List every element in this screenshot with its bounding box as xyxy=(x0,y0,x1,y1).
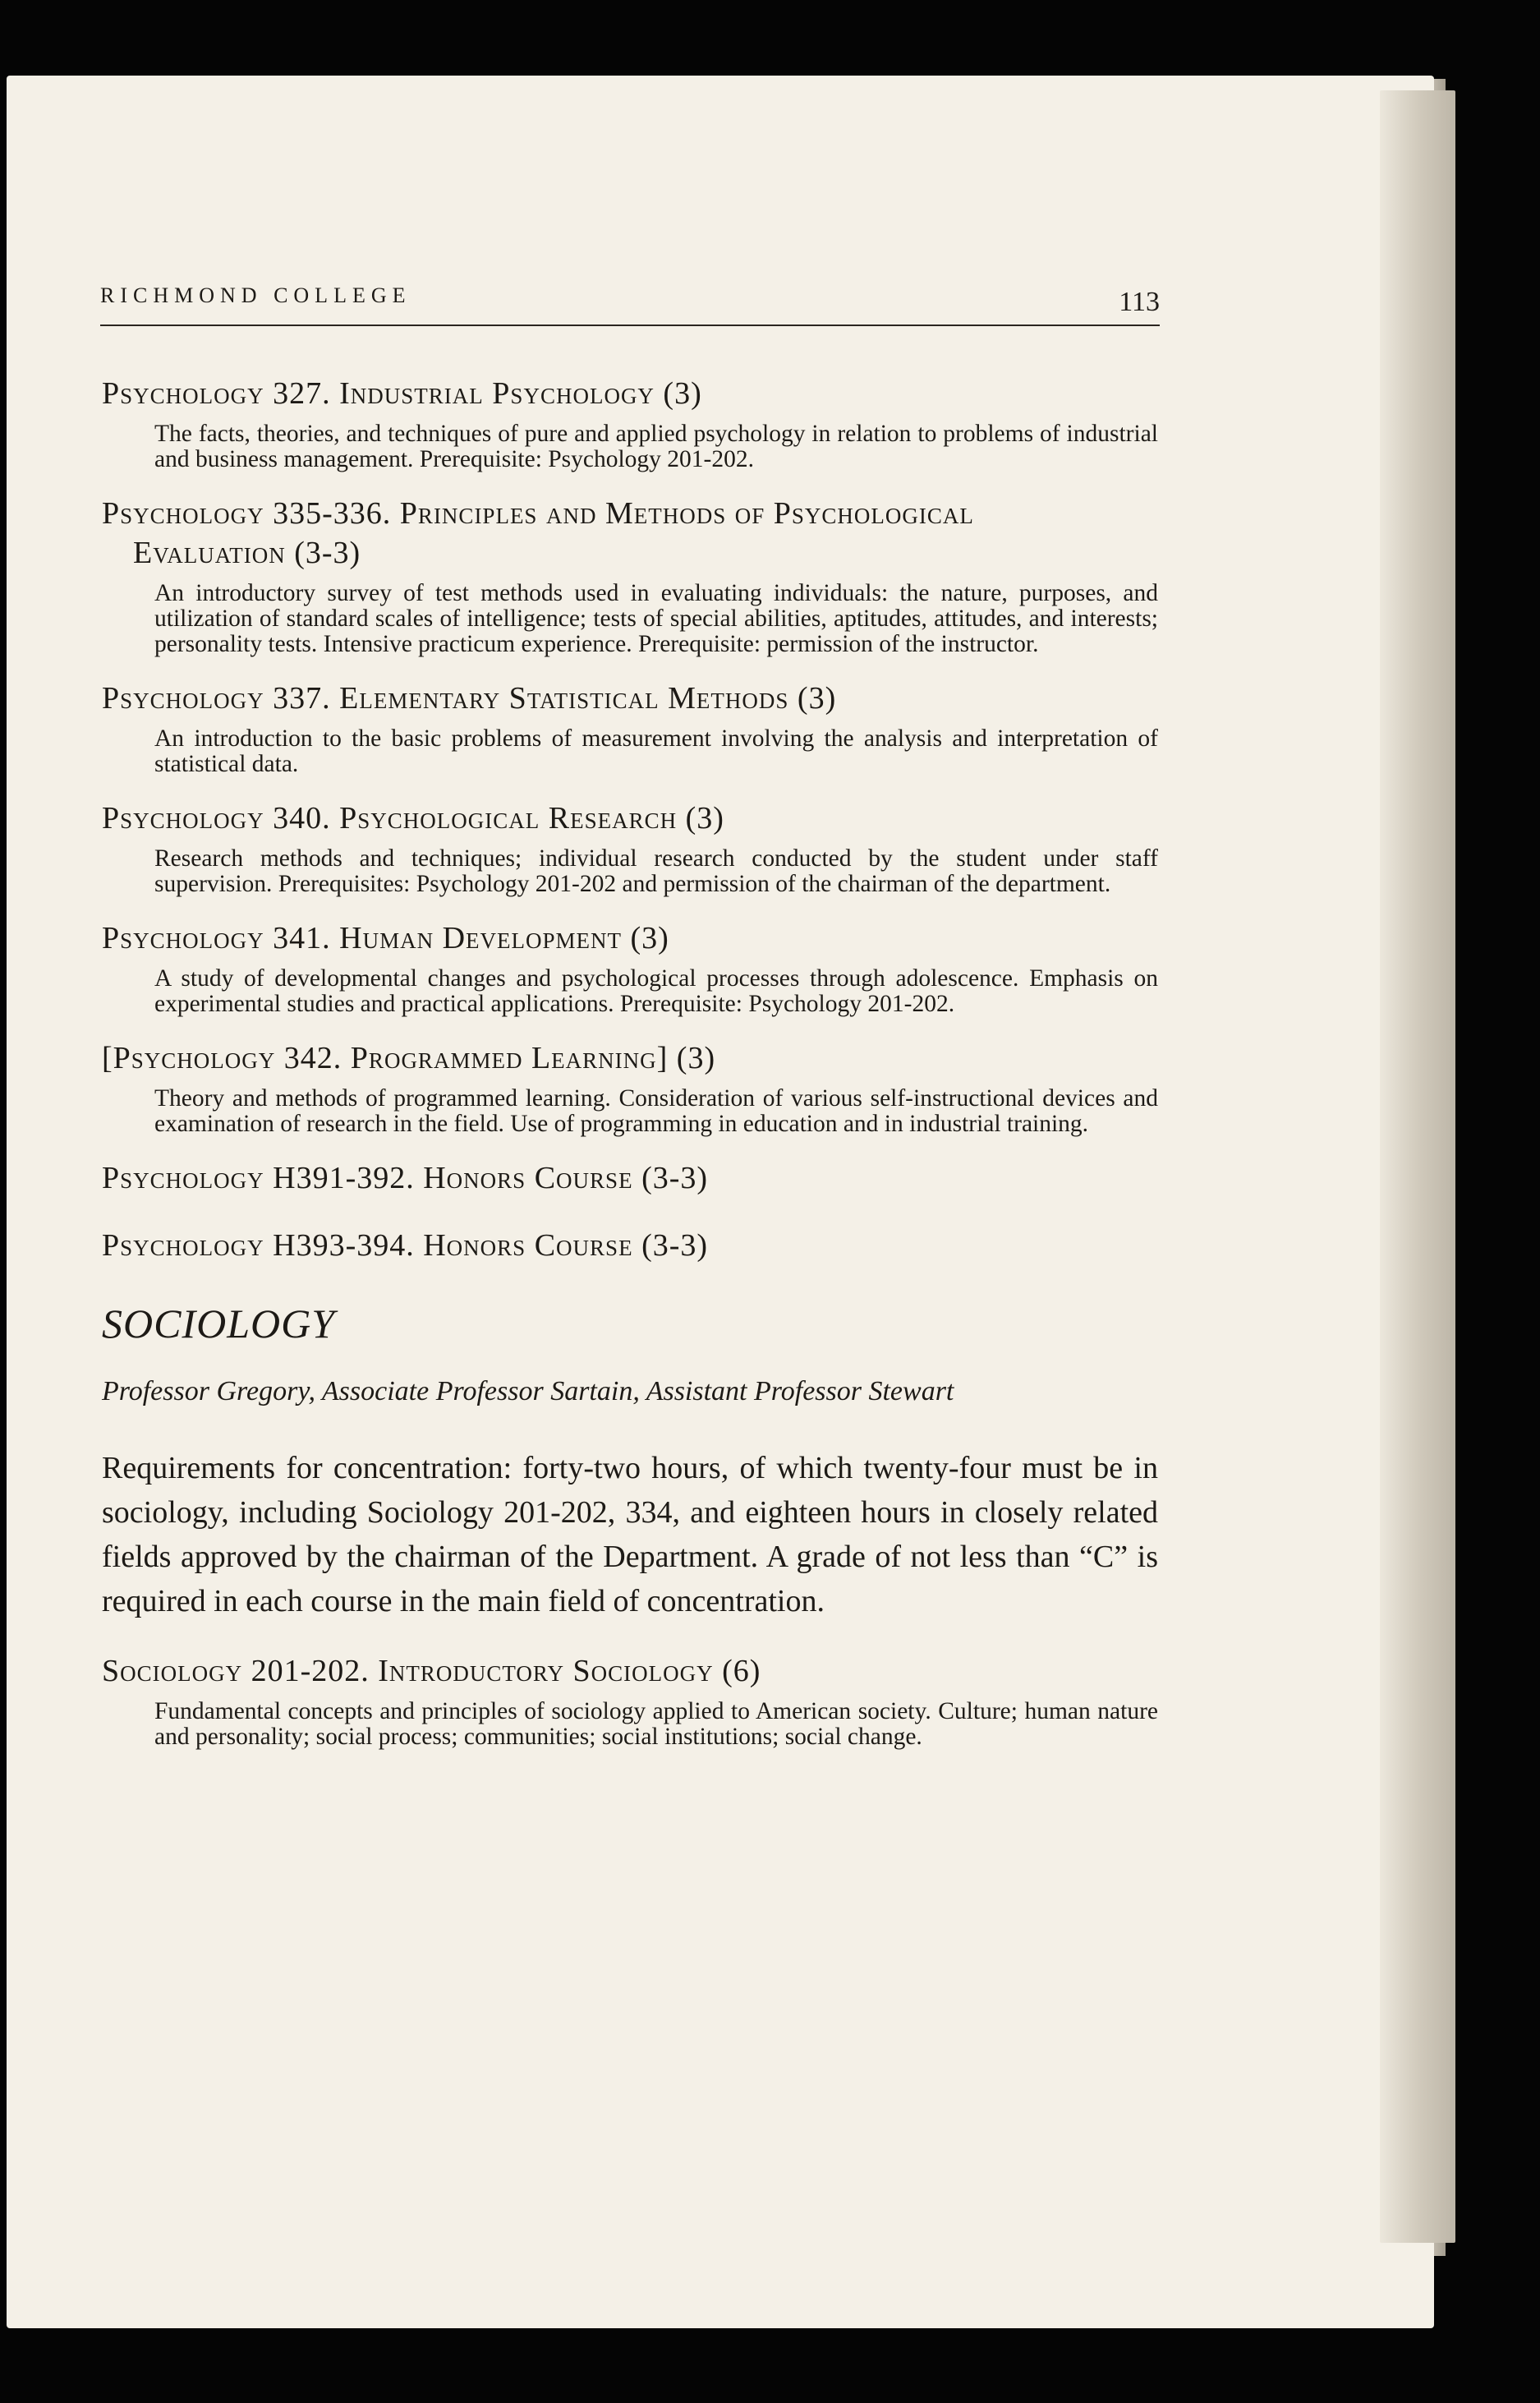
course-entry xyxy=(102,799,1158,897)
faculty-list: Professor Gregory, Associate Professor Sartain, Assistant Professor Stewart xyxy=(102,1376,954,1406)
course-title: Psychology 341. Human Development (3) xyxy=(102,921,669,955)
course-title: Psychology H393-394. Honors Course (3-3) xyxy=(102,1228,709,1263)
course-entry xyxy=(102,1038,1158,1137)
course-description: The facts, theories, and techniques of pure and applied psychology in relation to problems of industrial and business management. Prerequisite: Psychology 201-202. xyxy=(154,421,1158,472)
page-body xyxy=(102,374,1158,1771)
course-entry xyxy=(102,679,1158,777)
page-stack-edge xyxy=(1380,90,1455,2243)
course-entry xyxy=(102,1651,1158,1750)
page-number: 113 xyxy=(1119,287,1160,317)
course-entry xyxy=(102,374,1158,472)
running-head-title: RICHMOND COLLEGE xyxy=(100,283,411,307)
course-entry xyxy=(102,494,1158,657)
course-title: Psychology 337. Elementary Statistical Methods (3) xyxy=(102,681,837,716)
course-entry xyxy=(102,918,1158,1017)
course-title: Psychology H391-392. Honors Course (3-3) xyxy=(102,1161,709,1195)
course-description: An introductory survey of test methods used in evaluating individuals: the nature, purposes, and utilization of standard scales of intelligence; tests of special abilities, aptitudes, attitudes, and interests; personality tests. Intensive practicum experience. Prerequisite: permission of the instructor. xyxy=(154,580,1158,657)
course-description: Research methods and techniques; individual research conducted by the student under staff supervision. Prerequisites: Psychology 201-202 and permission of the chairman of the department. xyxy=(154,845,1158,897)
course-title: [Psychology 342. Programmed Learning] (3) xyxy=(102,1041,716,1075)
running-head xyxy=(100,283,1160,326)
course-description: Fundamental concepts and principles of sociology applied to American society. Culture; human nature and personality; social process; communities; social institutions; social change. xyxy=(154,1698,1158,1750)
course-title: Psychology 335-336. Principles and Methods of Psychological Evaluation (3-3) xyxy=(102,496,974,570)
concentration-requirements: Requirements for concentration: forty-two hours, of which twenty-four must be in sociology, including Sociology 201-202, 334, and eighteen hours in closely related fields approved by the chairman of the Department. A grade of not less than “C” is required in each course in the main field of concentration. xyxy=(102,1451,1158,1618)
course-description: An introduction to the basic problems of measurement involving the analysis and interpretation of statistical data. xyxy=(154,725,1158,777)
course-title: Psychology 340. Psychological Research (3) xyxy=(102,801,724,836)
course-title: Psychology 327. Industrial Psychology (3) xyxy=(102,376,702,411)
course-entry xyxy=(102,1158,1158,1198)
course-description: Theory and methods of programmed learning. Consideration of various self-instructional devices and examination of research in the field. Use of programming in education and in industrial training. xyxy=(154,1085,1158,1137)
course-title: Sociology 201-202. Introductory Sociology (6) xyxy=(102,1654,761,1688)
course-entry xyxy=(102,1226,1158,1265)
course-description: A study of developmental changes and psychological processes through adolescence. Emphasis on experimental studies and practical applications. Prerequisite: Psychology 201-202. xyxy=(154,965,1158,1017)
section-heading: SOCIOLOGY xyxy=(102,1300,336,1347)
